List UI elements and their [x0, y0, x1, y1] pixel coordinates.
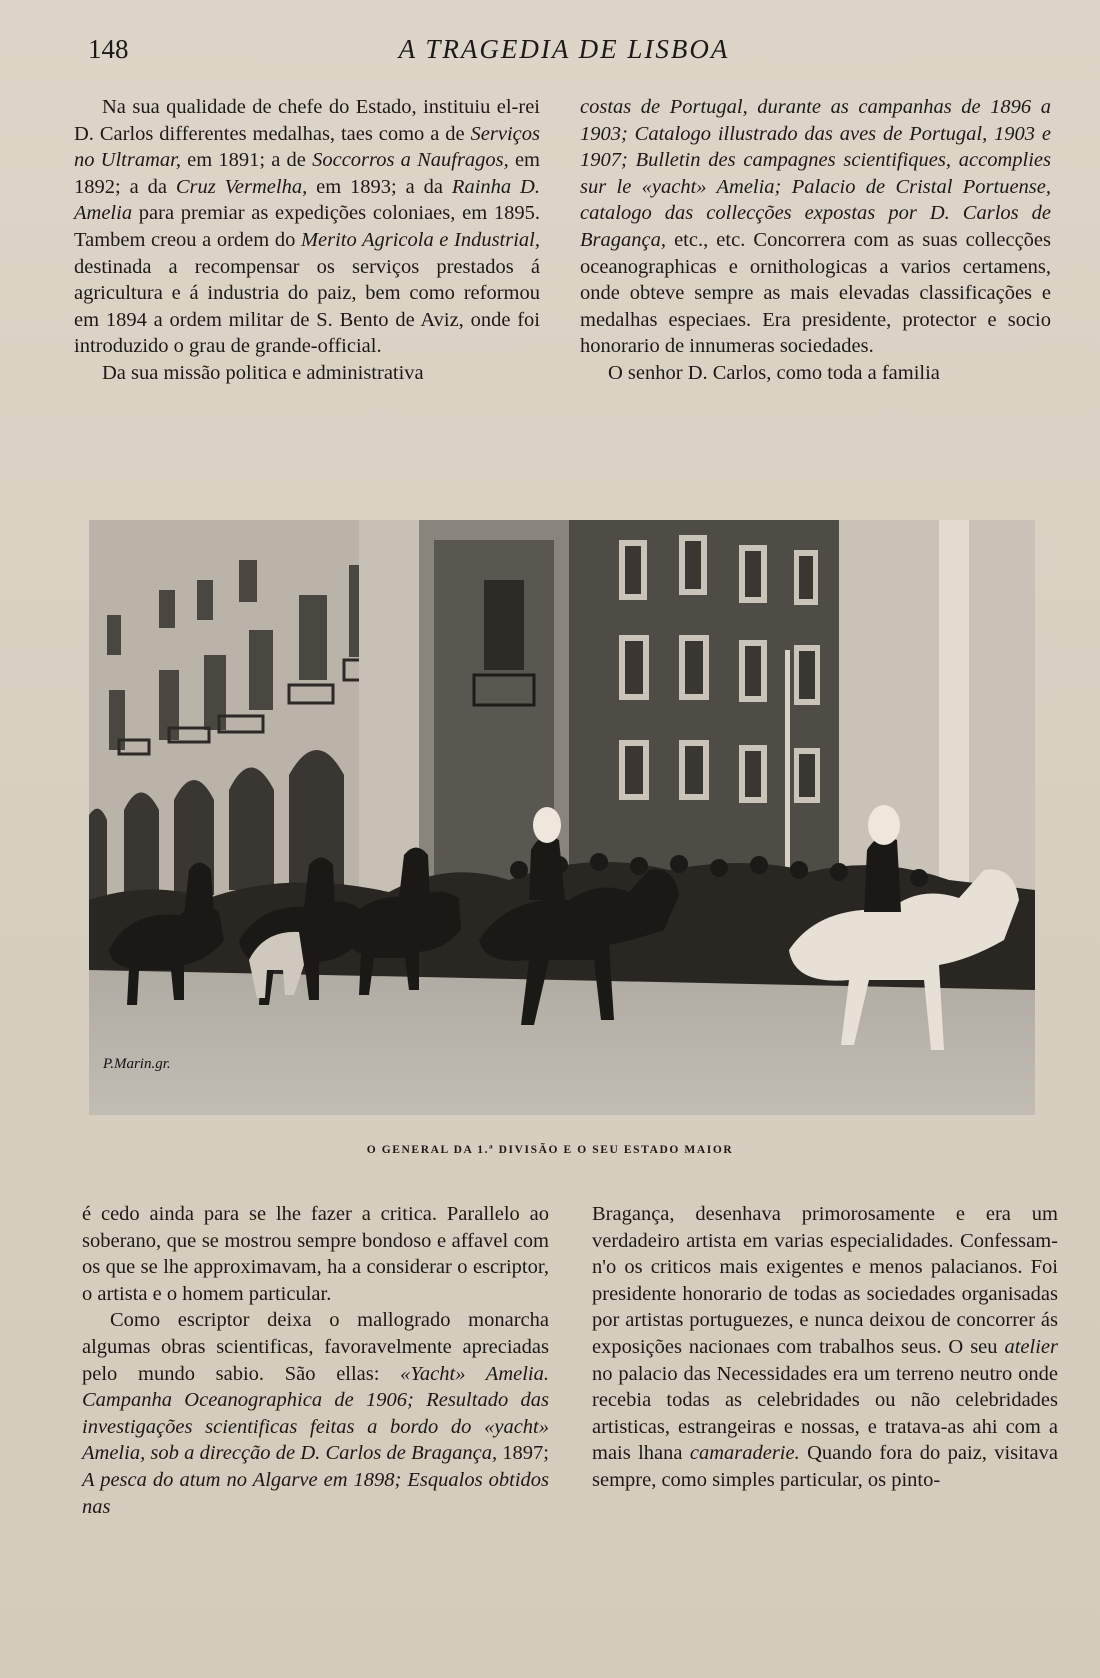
- text-run: para premiar as expedições coloniaes, em 1895. Tambem creou a ordem do: [74, 202, 540, 251]
- running-title: A TRAGEDIA DE LISBOA: [398, 34, 730, 64]
- paragraph: é cedo ainda para se lhe fazer a critica. Parallelo ao soberano, que se mostrou sempre bondoso e affavel com os que se lhe approximavam, ha a considerar o escriptor, o artista e o homem particular.: [82, 1203, 549, 1305]
- column-top-left: [74, 94, 540, 387]
- column-bottom-left: [82, 1201, 549, 1520]
- text-run: Quando fora do paiz, visitava sempre, como simples particular, os pinto-: [592, 1442, 1058, 1491]
- text-run: etc., etc. Concorrera com as suas collecções oceanographicas e ornithologicas a varios certamens, onde obteve sempre as mais elevadas classificações e medalhas especiaes. Era presidente, protector e socio honorario de innumeras sociedades.: [580, 228, 1051, 358]
- column-top-right: [580, 94, 1051, 387]
- photograph-military-parade: [89, 520, 1035, 1115]
- italic-run: Soccorros a Naufragos,: [312, 149, 509, 172]
- text-run: 1897;: [497, 1442, 549, 1465]
- text-run: Bragança, desenhava primorosamente e era um verdadeiro artista em varias especialidades. Confessam-n'o os criticos mais exigentes e menos palacianos. Foi presidente honorario de todas as sociedades organisadas por artistas portuguezes, e nunca deixou de concorrer ás exposições nacionaes com trabalhos seus. O seu: [592, 1203, 1058, 1358]
- page-header: [88, 34, 1040, 74]
- text-run: no palacio das Necessidades era um terreno neutro onde recebia todas as celebridades ou não celebridades artisticas, estrangeiras e nossas, e tratava-as ahi com a mais lhana: [592, 1362, 1058, 1465]
- parade-illustration: [89, 520, 1035, 1115]
- paragraph: [82, 1307, 549, 1520]
- column-bottom-right: [592, 1201, 1058, 1494]
- paragraph: [580, 94, 1051, 360]
- italic-run: «Yacht» Amelia. Campanha Oceanographica de 1906; Resultado das investigações scientificas feitas a bordo do «yacht» Amelia, sob a direcção de D. Carlos de Bragança,: [82, 1362, 549, 1465]
- italic-run: Merito Agricola e Industrial,: [300, 228, 540, 251]
- engraver-signature: P.Marin.gr.: [103, 1056, 171, 1072]
- paragraph: [74, 94, 540, 360]
- text-run: Como escriptor deixa o mallogrado monarcha algumas obras scientificas, favoravelmente apreciadas pelo mundo sabio. São ellas:: [82, 1309, 549, 1385]
- italic-run: atelier: [1004, 1335, 1058, 1358]
- photo-caption: O GENERAL DA 1.ª DIVISÃO E O SEU ESTADO MAIOR: [366, 1144, 734, 1156]
- italic-run: Serviços no Ultramar,: [74, 122, 540, 172]
- italic-run: costas de Portugal, durante as campanhas de 1896 a 1903; Catalogo illustrado das aves de Portugal, 1903 e 1907; Bulletin des campagnes scientifiques, accomplies sur le «yacht» Amelia; Palacio de Cristal Portuense, catalogo das collecções expostas por D. Carlos de Bragança,: [580, 96, 1051, 251]
- italic-run: A pesca do atum no Algarve em 1898; Esqualos obtidos nas: [82, 1468, 549, 1518]
- text-run: em 1891; a de: [181, 149, 313, 172]
- paragraph: Da sua missão politica e administrativa: [102, 361, 424, 384]
- paragraph: O senhor D. Carlos, como toda a familia: [608, 361, 940, 384]
- italic-run: camaraderie.: [689, 1442, 800, 1465]
- italic-run: Rainha D. Amelia: [74, 175, 540, 225]
- page-number: 148: [88, 34, 129, 64]
- paragraph: [592, 1201, 1058, 1494]
- text-run: em 1892; a da: [74, 149, 541, 198]
- italic-run: Cruz Vermelha,: [175, 175, 308, 198]
- text-run: em 1893; a da: [307, 175, 452, 198]
- text-run: destinada a recompensar os serviços prestados á agricultura e á industria do paiz, bem como reformou em 1894 a ordem militar de S. Bento de Aviz, onde foi introduzido o grau de grande-official.: [74, 255, 540, 358]
- text-run: Na sua qualidade de chefe do Estado, instituiu el-rei D. Carlos differentes medalhas, taes como a de: [74, 96, 540, 145]
